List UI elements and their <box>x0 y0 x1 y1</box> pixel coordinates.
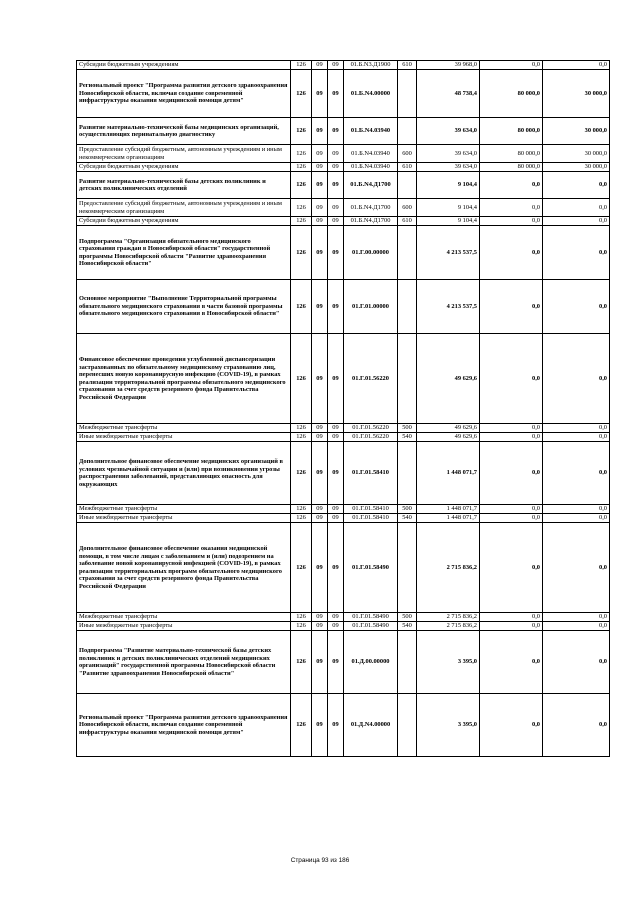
row-code-cell: 126 <box>291 631 312 694</box>
row-amount-1-cell: 2 715 836,2 <box>417 523 480 613</box>
row-name-cell: Дополнительное финансовое обеспечение медицинских организаций в условиях чрезвычайной ситуации и (или) при возникновении угрозы распространения заболеваний, представляющих опасность для окружающих <box>77 442 291 505</box>
row-target-article-cell: 01.Б.N4.03940 <box>344 163 398 172</box>
row-amount-1-cell: 39 968,0 <box>417 61 480 70</box>
row-amount-2-cell: 0,0 <box>480 694 543 757</box>
row-amount-3-cell: 30 000,0 <box>543 163 610 172</box>
row-code-cell: 126 <box>291 334 312 424</box>
row-expense-type-cell: 500 <box>398 613 417 622</box>
table-body <box>77 61 610 757</box>
row-target-article-cell: 01.Б.N4.03940 <box>344 145 398 163</box>
row-expense-type-cell <box>398 172 417 199</box>
row-amount-2-cell: 0,0 <box>480 622 543 631</box>
row-name-cell: Субсидии бюджетным учреждениям <box>77 61 291 70</box>
table-row <box>77 199 610 217</box>
row-expense-type-cell <box>398 631 417 694</box>
row-name-cell: Подпрограмма "Организация обязательного медицинского страхования граждан в Новосибирской области" государственной программы Новосибирской области "Развитие здравоохранения Новосибирской области" <box>77 226 291 280</box>
row-amount-2-cell: 0,0 <box>480 217 543 226</box>
row-subsection-cell: 09 <box>328 505 344 514</box>
row-name-cell: Основное мероприятие "Выполнение Территориальной программы обязательного медицинского страхования в части базовой программы обязательного медицинского страхования в Новосибирской области" <box>77 280 291 334</box>
row-expense-type-cell: 500 <box>398 505 417 514</box>
row-expense-type-cell: 540 <box>398 622 417 631</box>
row-code-cell: 126 <box>291 199 312 217</box>
table-row <box>77 70 610 118</box>
row-target-article-cell: 01.Г.01.58410 <box>344 442 398 505</box>
row-target-article-cell: 01.Г.01.56220 <box>344 334 398 424</box>
row-code-cell: 126 <box>291 442 312 505</box>
row-section-cell: 09 <box>312 217 328 226</box>
row-amount-1-cell: 49 629,6 <box>417 334 480 424</box>
row-name-cell: Предоставление субсидий бюджетным, автономным учреждениям и иным некоммерческим организациям <box>77 199 291 217</box>
row-section-cell: 09 <box>312 631 328 694</box>
row-section-cell: 09 <box>312 442 328 505</box>
row-name-cell: Развитие материально-технической базы медицинских организаций, осуществляющих перинатальную диагностику <box>77 118 291 145</box>
row-subsection-cell: 09 <box>328 631 344 694</box>
page-footer: Страница 93 из 186 <box>290 857 350 864</box>
row-subsection-cell: 09 <box>328 523 344 613</box>
row-name-cell: Межбюджетные трансферты <box>77 505 291 514</box>
row-target-article-cell: 01.Б.N3.Д1900 <box>344 61 398 70</box>
row-subsection-cell: 09 <box>328 118 344 145</box>
row-target-article-cell: 01.Г.01.58410 <box>344 505 398 514</box>
row-subsection-cell: 09 <box>328 280 344 334</box>
row-name-cell: Межбюджетные трансферты <box>77 424 291 433</box>
row-expense-type-cell <box>398 694 417 757</box>
row-amount-1-cell: 2 715 836,2 <box>417 613 480 622</box>
table-row <box>77 424 610 433</box>
row-section-cell: 09 <box>312 70 328 118</box>
table-row <box>77 118 610 145</box>
row-code-cell: 126 <box>291 613 312 622</box>
row-amount-1-cell: 39 634,0 <box>417 118 480 145</box>
row-subsection-cell: 09 <box>328 622 344 631</box>
table-row <box>77 694 610 757</box>
table-row <box>77 226 610 280</box>
row-amount-3-cell: 0,0 <box>543 61 610 70</box>
row-amount-3-cell: 0,0 <box>543 694 610 757</box>
row-expense-type-cell: 600 <box>398 145 417 163</box>
row-amount-3-cell: 30 000,0 <box>543 145 610 163</box>
row-expense-type-cell: 600 <box>398 199 417 217</box>
row-amount-1-cell: 2 715 836,2 <box>417 622 480 631</box>
row-expense-type-cell: 610 <box>398 61 417 70</box>
row-amount-3-cell: 0,0 <box>543 514 610 523</box>
row-amount-3-cell: 30 000,0 <box>543 118 610 145</box>
table-row <box>77 631 610 694</box>
row-name-cell: Иные межбюджетные трансферты <box>77 514 291 523</box>
row-section-cell: 09 <box>312 61 328 70</box>
row-amount-1-cell: 9 104,4 <box>417 217 480 226</box>
table-row <box>77 505 610 514</box>
row-expense-type-cell <box>398 118 417 145</box>
row-code-cell: 126 <box>291 523 312 613</box>
row-amount-2-cell: 0,0 <box>480 280 543 334</box>
row-target-article-cell: 01.Б.N4.Д1700 <box>344 172 398 199</box>
row-amount-1-cell: 1 448 071,7 <box>417 505 480 514</box>
row-name-cell: Субсидии бюджетным учреждениям <box>77 217 291 226</box>
row-amount-2-cell: 0,0 <box>480 442 543 505</box>
row-amount-1-cell: 1 448 071,7 <box>417 442 480 505</box>
row-section-cell: 09 <box>312 226 328 280</box>
row-amount-3-cell: 0,0 <box>543 199 610 217</box>
row-amount-1-cell: 49 629,6 <box>417 433 480 442</box>
row-subsection-cell: 09 <box>328 424 344 433</box>
row-target-article-cell: 01.Г.01.58490 <box>344 523 398 613</box>
row-name-cell: Предоставление субсидий бюджетным, автономным учреждениям и иным некоммерческим организациям <box>77 145 291 163</box>
row-amount-3-cell: 0,0 <box>543 172 610 199</box>
row-expense-type-cell <box>398 280 417 334</box>
row-amount-2-cell: 0,0 <box>480 61 543 70</box>
row-amount-2-cell: 0,0 <box>480 433 543 442</box>
row-expense-type-cell <box>398 523 417 613</box>
row-name-cell: Иные межбюджетные трансферты <box>77 433 291 442</box>
row-subsection-cell: 09 <box>328 433 344 442</box>
row-amount-3-cell: 0,0 <box>543 217 610 226</box>
row-subsection-cell: 09 <box>328 61 344 70</box>
row-code-cell: 126 <box>291 226 312 280</box>
row-amount-1-cell: 49 629,6 <box>417 424 480 433</box>
row-code-cell: 126 <box>291 622 312 631</box>
budget-table <box>76 60 610 757</box>
row-amount-1-cell: 39 634,0 <box>417 145 480 163</box>
row-name-cell: Иные межбюджетные трансферты <box>77 622 291 631</box>
row-amount-2-cell: 80 000,0 <box>480 70 543 118</box>
row-subsection-cell: 09 <box>328 70 344 118</box>
row-amount-3-cell: 0,0 <box>543 442 610 505</box>
row-section-cell: 09 <box>312 622 328 631</box>
table-row <box>77 280 610 334</box>
row-name-cell: Субсидии бюджетным учреждениям <box>77 163 291 172</box>
row-target-article-cell: 01.Д.00.00000 <box>344 631 398 694</box>
row-section-cell: 09 <box>312 433 328 442</box>
table-row <box>77 145 610 163</box>
row-amount-2-cell: 80 000,0 <box>480 163 543 172</box>
row-section-cell: 09 <box>312 694 328 757</box>
row-code-cell: 126 <box>291 70 312 118</box>
row-amount-3-cell: 0,0 <box>543 424 610 433</box>
row-code-cell: 126 <box>291 505 312 514</box>
row-target-article-cell: 01.Г.00.00000 <box>344 226 398 280</box>
row-amount-2-cell: 0,0 <box>480 613 543 622</box>
row-code-cell: 126 <box>291 118 312 145</box>
row-amount-3-cell: 0,0 <box>543 523 610 613</box>
row-code-cell: 126 <box>291 145 312 163</box>
row-section-cell: 09 <box>312 334 328 424</box>
row-amount-3-cell: 0,0 <box>543 334 610 424</box>
row-name-cell: Развитие материально-технической базы детских поликлиник и детских поликлинических отделений <box>77 172 291 199</box>
row-amount-1-cell: 48 738,4 <box>417 70 480 118</box>
row-amount-1-cell: 9 104,4 <box>417 172 480 199</box>
row-amount-1-cell: 3 395,0 <box>417 694 480 757</box>
table-row <box>77 523 610 613</box>
row-amount-2-cell: 0,0 <box>480 334 543 424</box>
row-amount-1-cell: 4 213 537,5 <box>417 226 480 280</box>
row-amount-2-cell: 0,0 <box>480 199 543 217</box>
table-row <box>77 433 610 442</box>
row-code-cell: 126 <box>291 433 312 442</box>
row-subsection-cell: 09 <box>328 145 344 163</box>
row-expense-type-cell: 610 <box>398 163 417 172</box>
row-target-article-cell: 01.Г.01.58490 <box>344 613 398 622</box>
row-code-cell: 126 <box>291 514 312 523</box>
row-amount-3-cell: 0,0 <box>543 505 610 514</box>
row-expense-type-cell: 610 <box>398 217 417 226</box>
row-code-cell: 126 <box>291 163 312 172</box>
table-row <box>77 514 610 523</box>
row-target-article-cell: 01.Б.N4.00000 <box>344 70 398 118</box>
row-subsection-cell: 09 <box>328 163 344 172</box>
row-target-article-cell: 01.Г.01.56220 <box>344 433 398 442</box>
row-section-cell: 09 <box>312 118 328 145</box>
row-section-cell: 09 <box>312 163 328 172</box>
row-subsection-cell: 09 <box>328 442 344 505</box>
row-expense-type-cell <box>398 442 417 505</box>
row-subsection-cell: 09 <box>328 514 344 523</box>
row-section-cell: 09 <box>312 424 328 433</box>
table-row <box>77 334 610 424</box>
table-row <box>77 163 610 172</box>
row-amount-2-cell: 80 000,0 <box>480 145 543 163</box>
row-code-cell: 126 <box>291 61 312 70</box>
row-amount-3-cell: 30 000,0 <box>543 70 610 118</box>
row-amount-3-cell: 0,0 <box>543 280 610 334</box>
row-target-article-cell: 01.Б.N4.03940 <box>344 118 398 145</box>
row-subsection-cell: 09 <box>328 226 344 280</box>
table-row <box>77 61 610 70</box>
row-amount-3-cell: 0,0 <box>543 622 610 631</box>
row-amount-1-cell: 1 448 071,7 <box>417 514 480 523</box>
row-code-cell: 126 <box>291 280 312 334</box>
row-amount-2-cell: 0,0 <box>480 514 543 523</box>
row-subsection-cell: 09 <box>328 694 344 757</box>
row-subsection-cell: 09 <box>328 613 344 622</box>
row-amount-2-cell: 80 000,0 <box>480 118 543 145</box>
row-amount-3-cell: 0,0 <box>543 226 610 280</box>
row-amount-3-cell: 0,0 <box>543 433 610 442</box>
row-target-article-cell: 01.Б.N4.Д1700 <box>344 199 398 217</box>
row-target-article-cell: 01.Г.01.56220 <box>344 424 398 433</box>
row-amount-2-cell: 0,0 <box>480 424 543 433</box>
row-subsection-cell: 09 <box>328 217 344 226</box>
row-name-cell: Финансовое обеспечение проведения углубленной диспансеризации застрахованных по обязательному медицинскому страхованию лиц, перенесших новую коронавирусную инфекцию (COVID-19), в рамках реализации территориальной программы обязательного медицинского страхования за счет средств резервного фонда Правительства Российской Федерации <box>77 334 291 424</box>
row-section-cell: 09 <box>312 172 328 199</box>
row-expense-type-cell <box>398 70 417 118</box>
row-target-article-cell: 01.Д.N4.00000 <box>344 694 398 757</box>
row-subsection-cell: 09 <box>328 199 344 217</box>
row-name-cell: Дополнительное финансовое обеспечение оказания медицинской помощи, в том числе лицам с заболеванием и (или) подозрением на заболевание новой коронавирусной инфекцией (COVID-19), в рамках реализации территориальных программ обязательного медицинского страхования за счет средств резервного фонда Правительства Российской Федерации <box>77 523 291 613</box>
row-subsection-cell: 09 <box>328 172 344 199</box>
table-row <box>77 622 610 631</box>
row-code-cell: 126 <box>291 217 312 226</box>
row-section-cell: 09 <box>312 523 328 613</box>
row-target-article-cell: 01.Г.01.58490 <box>344 622 398 631</box>
row-expense-type-cell <box>398 226 417 280</box>
row-name-cell: Подпрограмма "Развитие материально-технической базы детских поликлиник и детских поликлинических отделений медицинских организаций" государственной программы Новосибирской области "Развитие здравоохранения Новосибирской области" <box>77 631 291 694</box>
row-name-cell: Региональный проект "Программа развития детского здравоохранения Новосибирской области, включая создание современной инфраструктуры оказания медицинской помощи детям" <box>77 694 291 757</box>
row-name-cell: Межбюджетные трансферты <box>77 613 291 622</box>
table-row <box>77 217 610 226</box>
row-target-article-cell: 01.Г.01.58410 <box>344 514 398 523</box>
row-amount-1-cell: 39 634,0 <box>417 163 480 172</box>
table-row <box>77 172 610 199</box>
row-amount-3-cell: 0,0 <box>543 613 610 622</box>
row-amount-2-cell: 0,0 <box>480 523 543 613</box>
row-amount-1-cell: 4 213 537,5 <box>417 280 480 334</box>
row-expense-type-cell: 540 <box>398 433 417 442</box>
row-code-cell: 126 <box>291 172 312 199</box>
row-section-cell: 09 <box>312 199 328 217</box>
row-code-cell: 126 <box>291 694 312 757</box>
row-section-cell: 09 <box>312 505 328 514</box>
row-amount-2-cell: 0,0 <box>480 226 543 280</box>
row-section-cell: 09 <box>312 280 328 334</box>
row-amount-1-cell: 3 395,0 <box>417 631 480 694</box>
row-target-article-cell: 01.Б.N4.Д1700 <box>344 217 398 226</box>
row-amount-1-cell: 9 104,4 <box>417 199 480 217</box>
row-amount-2-cell: 0,0 <box>480 505 543 514</box>
row-section-cell: 09 <box>312 613 328 622</box>
row-target-article-cell: 01.Г.01.00000 <box>344 280 398 334</box>
table-row <box>77 442 610 505</box>
row-section-cell: 09 <box>312 514 328 523</box>
row-amount-3-cell: 0,0 <box>543 631 610 694</box>
table-row <box>77 613 610 622</box>
row-amount-2-cell: 0,0 <box>480 172 543 199</box>
row-amount-2-cell: 0,0 <box>480 631 543 694</box>
row-subsection-cell: 09 <box>328 334 344 424</box>
row-expense-type-cell: 540 <box>398 514 417 523</box>
row-expense-type-cell: 500 <box>398 424 417 433</box>
row-name-cell: Региональный проект "Программа развития детского здравоохранения Новосибирской области, включая создание современной инфраструктуры оказания медицинской помощи детям" <box>77 70 291 118</box>
row-expense-type-cell <box>398 334 417 424</box>
row-code-cell: 126 <box>291 424 312 433</box>
row-section-cell: 09 <box>312 145 328 163</box>
